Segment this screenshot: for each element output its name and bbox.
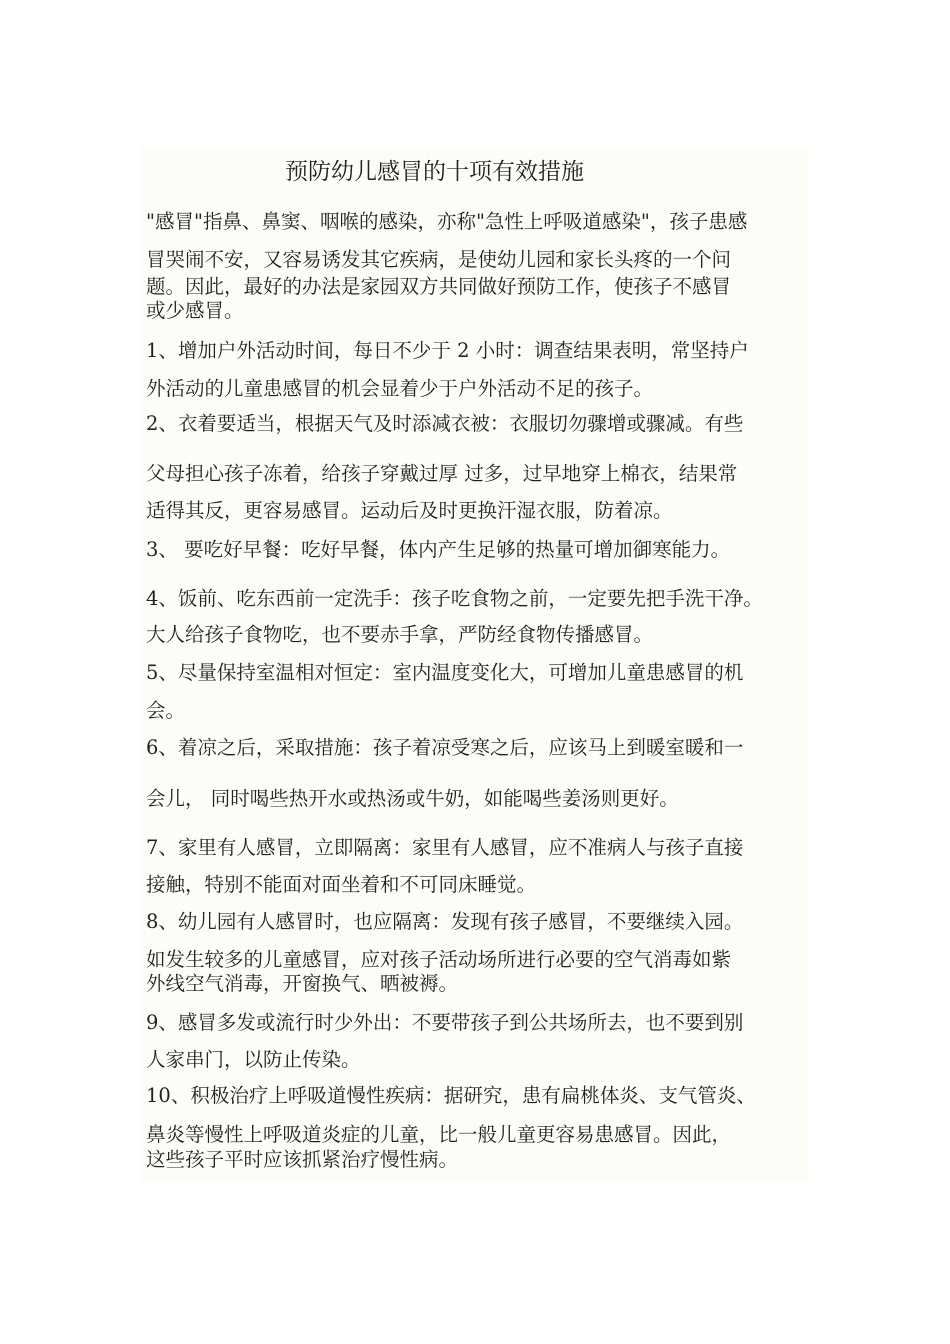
item-9-line-1: 9、感冒多发或流行时少外出：不要带孩子到公共场所去，也不要到别	[146, 1011, 744, 1034]
item-2-line-1: 2、衣着要适当，根据天气及时添减衣被：衣服切勿骤增或骤减。有些	[146, 412, 744, 435]
intro-line-4: 或少感冒。	[146, 299, 244, 322]
item-3-line-1: 3、 要吃好早餐：吃好早餐，体内产生足够的热量可增加御寒能力。	[146, 538, 731, 561]
item-8-line-2: 如发生较多的儿童感冒，应对孩子活动场所进行必要的空气消毒如紫	[146, 948, 732, 971]
item-10-line-3: 这些孩子平时应该抓紧治疗慢性病。	[146, 1148, 459, 1171]
item-6-line-1: 6、着凉之后，采取措施：孩子着凉受寒之后，应该马上到暖室暖和一	[146, 736, 744, 759]
item-4-line-1: 4、饭前、吃东西前一定洗手：孩子吃食物之前，一定要先把手洗干净。	[146, 587, 763, 610]
item-6-line-2: 会儿， 同时喝些热开水或热汤或牛奶，如能喝些姜汤则更好。	[146, 787, 679, 810]
item-5-line-2: 会。	[146, 699, 186, 722]
item-5-line-1: 5、尽量保持室温相对恒定：室内温度变化大，可增加儿童患感冒的机	[146, 661, 744, 684]
document-title: 预防幼儿感冒的十项有效措施	[285, 159, 584, 185]
item-10-line-1: 10、积极治疗上呼吸道慢性疾病：据研究，患有扁桃体炎、支气管炎、	[146, 1084, 756, 1107]
item-2-line-2: 父母担心孩子冻着，给孩子穿戴过厚 过多，过早地穿上棉衣，结果常	[146, 462, 738, 485]
item-8-line-1: 8、幼儿园有人感冒时，也应隔离：发现有孩子感冒，不要继续入园。	[146, 910, 744, 933]
item-1-line-2: 外活动的儿童患感冒的机会显着少于户外活动不足的孩子。	[146, 377, 654, 400]
item-7-line-2: 接触，特别不能面对面坐着和不可同床睡觉。	[146, 873, 537, 896]
intro-line-1: "感冒"指鼻、鼻窦、咽喉的感染，亦称"急性上呼吸道感染"，孩子患感	[146, 210, 748, 233]
intro-line-2: 冒哭闹不安，又容易诱发其它疾病，是使幼儿园和家长头疼的一个问	[146, 248, 732, 271]
intro-line-3: 题。因此，最好的办法是家园双方共同做好预防工作，使孩子不感冒	[146, 275, 732, 298]
item-1-line-1: 1、增加户外活动时间，每日不少于 2 小时：调查结果表明，常坚持户	[146, 339, 749, 362]
item-9-line-2: 人家串门，以防止传染。	[146, 1048, 361, 1071]
item-4-line-2: 大人给孩子食物吃，也不要赤手拿，严防经食物传播感冒。	[146, 623, 654, 646]
item-2-line-3: 适得其反，更容易感冒。运动后及时更换汗湿衣服，防着凉。	[146, 499, 673, 522]
item-10-line-2: 鼻炎等慢性上呼吸道炎症的儿童，比一般儿童更容易患感冒。因此，	[146, 1123, 732, 1146]
item-8-line-3: 外线空气消毒，开窗换气、晒被褥。	[146, 972, 459, 995]
item-7-line-1: 7、家里有人感冒，立即隔离：家里有人感冒，应不准病人与孩子直接	[146, 836, 744, 859]
